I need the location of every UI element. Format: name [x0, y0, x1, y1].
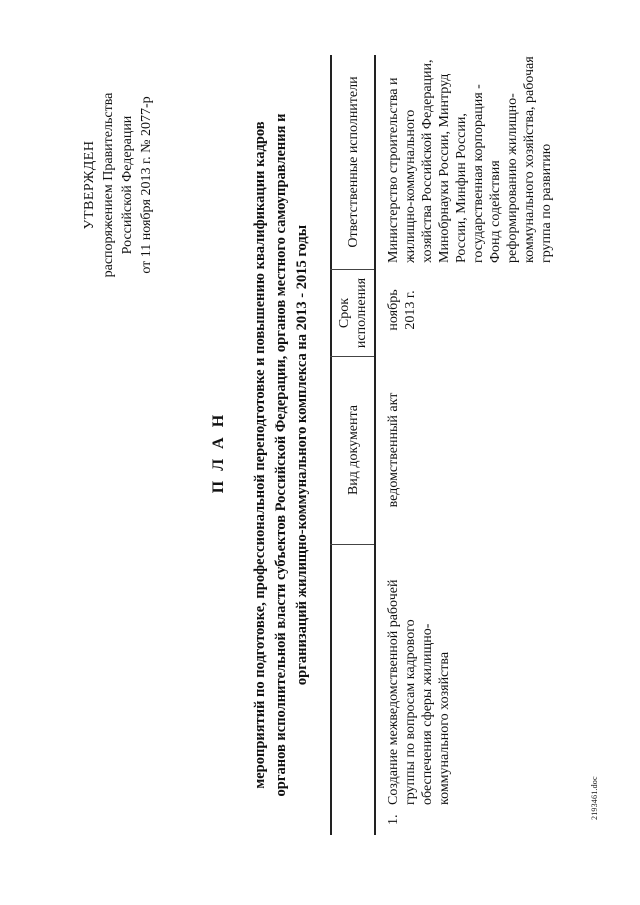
row-activity: Создание межведомственной рабочей группы по вопросам кадрового обеспечения сферы жилищно-коммунального хозяйства	[386, 579, 452, 805]
column-divider	[330, 544, 374, 545]
approval-block	[80, 55, 156, 315]
row-doc-type: ведомственный акт	[386, 392, 401, 508]
approval-line: распоряжением Правительства	[101, 92, 116, 278]
approval-line: Российской Федерации	[120, 115, 135, 255]
row-number: 1.	[386, 814, 401, 825]
approval-heading: УТВЕРЖДЕН	[82, 140, 97, 230]
row-executors: Министерство строительства и жилищно-коммунального хозяйства Российской Федерации, Минобрнауки России, Минтруд России, Минфин России, государственная корпорация - Фонд содействия реформированию жилищно-коммунального хозяйства, рабочая группа по развитию	[386, 56, 554, 263]
plan-title: П Л А Н	[210, 411, 227, 494]
header-deadline: Срок исполнения	[337, 277, 369, 349]
plan-subtitle: мероприятий по подготовке, профессиональной переподготовке и повышению квалификации кадров органов исполнительной власти субъектов Российской Федерации, органов местного самоуправления и организаций жилищно-коммунального комплекса на 2013 - 2015 годы	[252, 113, 310, 797]
approval-line: от 11 ноября 2013 г. № 2077-р	[139, 96, 154, 274]
header-doc-type: Вид документа	[345, 404, 361, 496]
table-top-rule	[330, 55, 332, 835]
row-deadline: ноябрь 2013 г.	[386, 289, 418, 331]
header-executors: Ответственные исполнители	[345, 76, 361, 248]
document-file-code: 2193461.doc	[590, 776, 599, 820]
table-header-bottom-rule	[374, 55, 376, 835]
